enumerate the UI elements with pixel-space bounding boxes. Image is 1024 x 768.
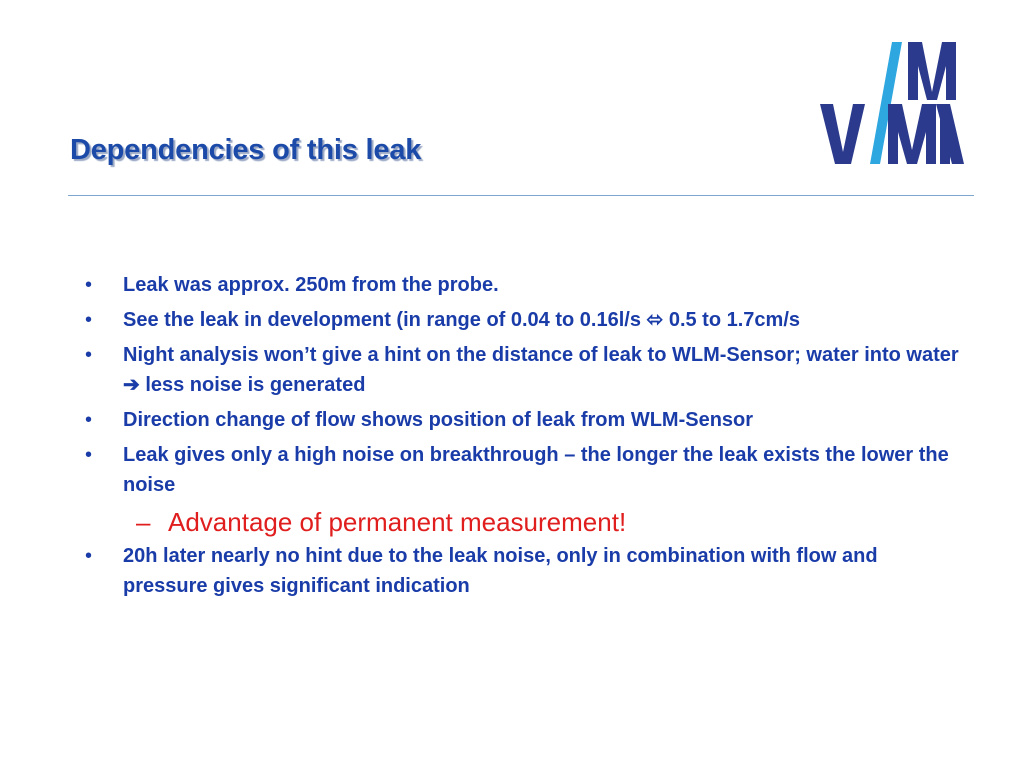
bullet-marker: • — [85, 309, 93, 331]
bullet-marker: • — [85, 444, 93, 466]
list-item — [82, 405, 962, 435]
wlm-logo-icon — [818, 40, 966, 173]
bullet-marker: • — [85, 409, 93, 431]
bullet-text: Direction change of flow shows position of leak from WLM-Sensor — [123, 409, 754, 431]
bullet-list — [82, 270, 962, 601]
slide-body — [82, 270, 962, 606]
list-item — [82, 340, 962, 400]
slide-title: Dependencies of this leak — [70, 134, 422, 166]
sub-bullet-text: Advantage of permanent measurement! — [168, 507, 627, 537]
bullet-marker: • — [85, 344, 93, 366]
dash-marker: – — [136, 507, 151, 537]
list-item — [82, 541, 962, 601]
list-item — [82, 270, 962, 300]
bullet-text: Leak gives only a high noise on breakthrough – the longer the leak exists the lower the noise — [123, 444, 949, 496]
sub-list-item — [82, 505, 962, 539]
list-item — [82, 440, 962, 500]
bullet-text: Night analysis won’t give a hint on the distance of leak to WLM-Sensor; water into water ➔ less noise is generated — [123, 344, 959, 396]
bullet-marker: • — [85, 274, 93, 296]
bullet-text: See the leak in development (in range of 0.04 to 0.16l/s ⬄ 0.5 to 1.7cm/s — [123, 309, 801, 331]
bullet-text: Leak was approx. 250m from the probe. — [123, 274, 499, 296]
list-item — [82, 305, 962, 335]
bullet-marker: • — [85, 545, 93, 567]
title-divider — [68, 195, 974, 196]
bullet-text: 20h later nearly no hint due to the leak noise, only in combination with flow and pressure gives significant indication — [123, 545, 878, 597]
